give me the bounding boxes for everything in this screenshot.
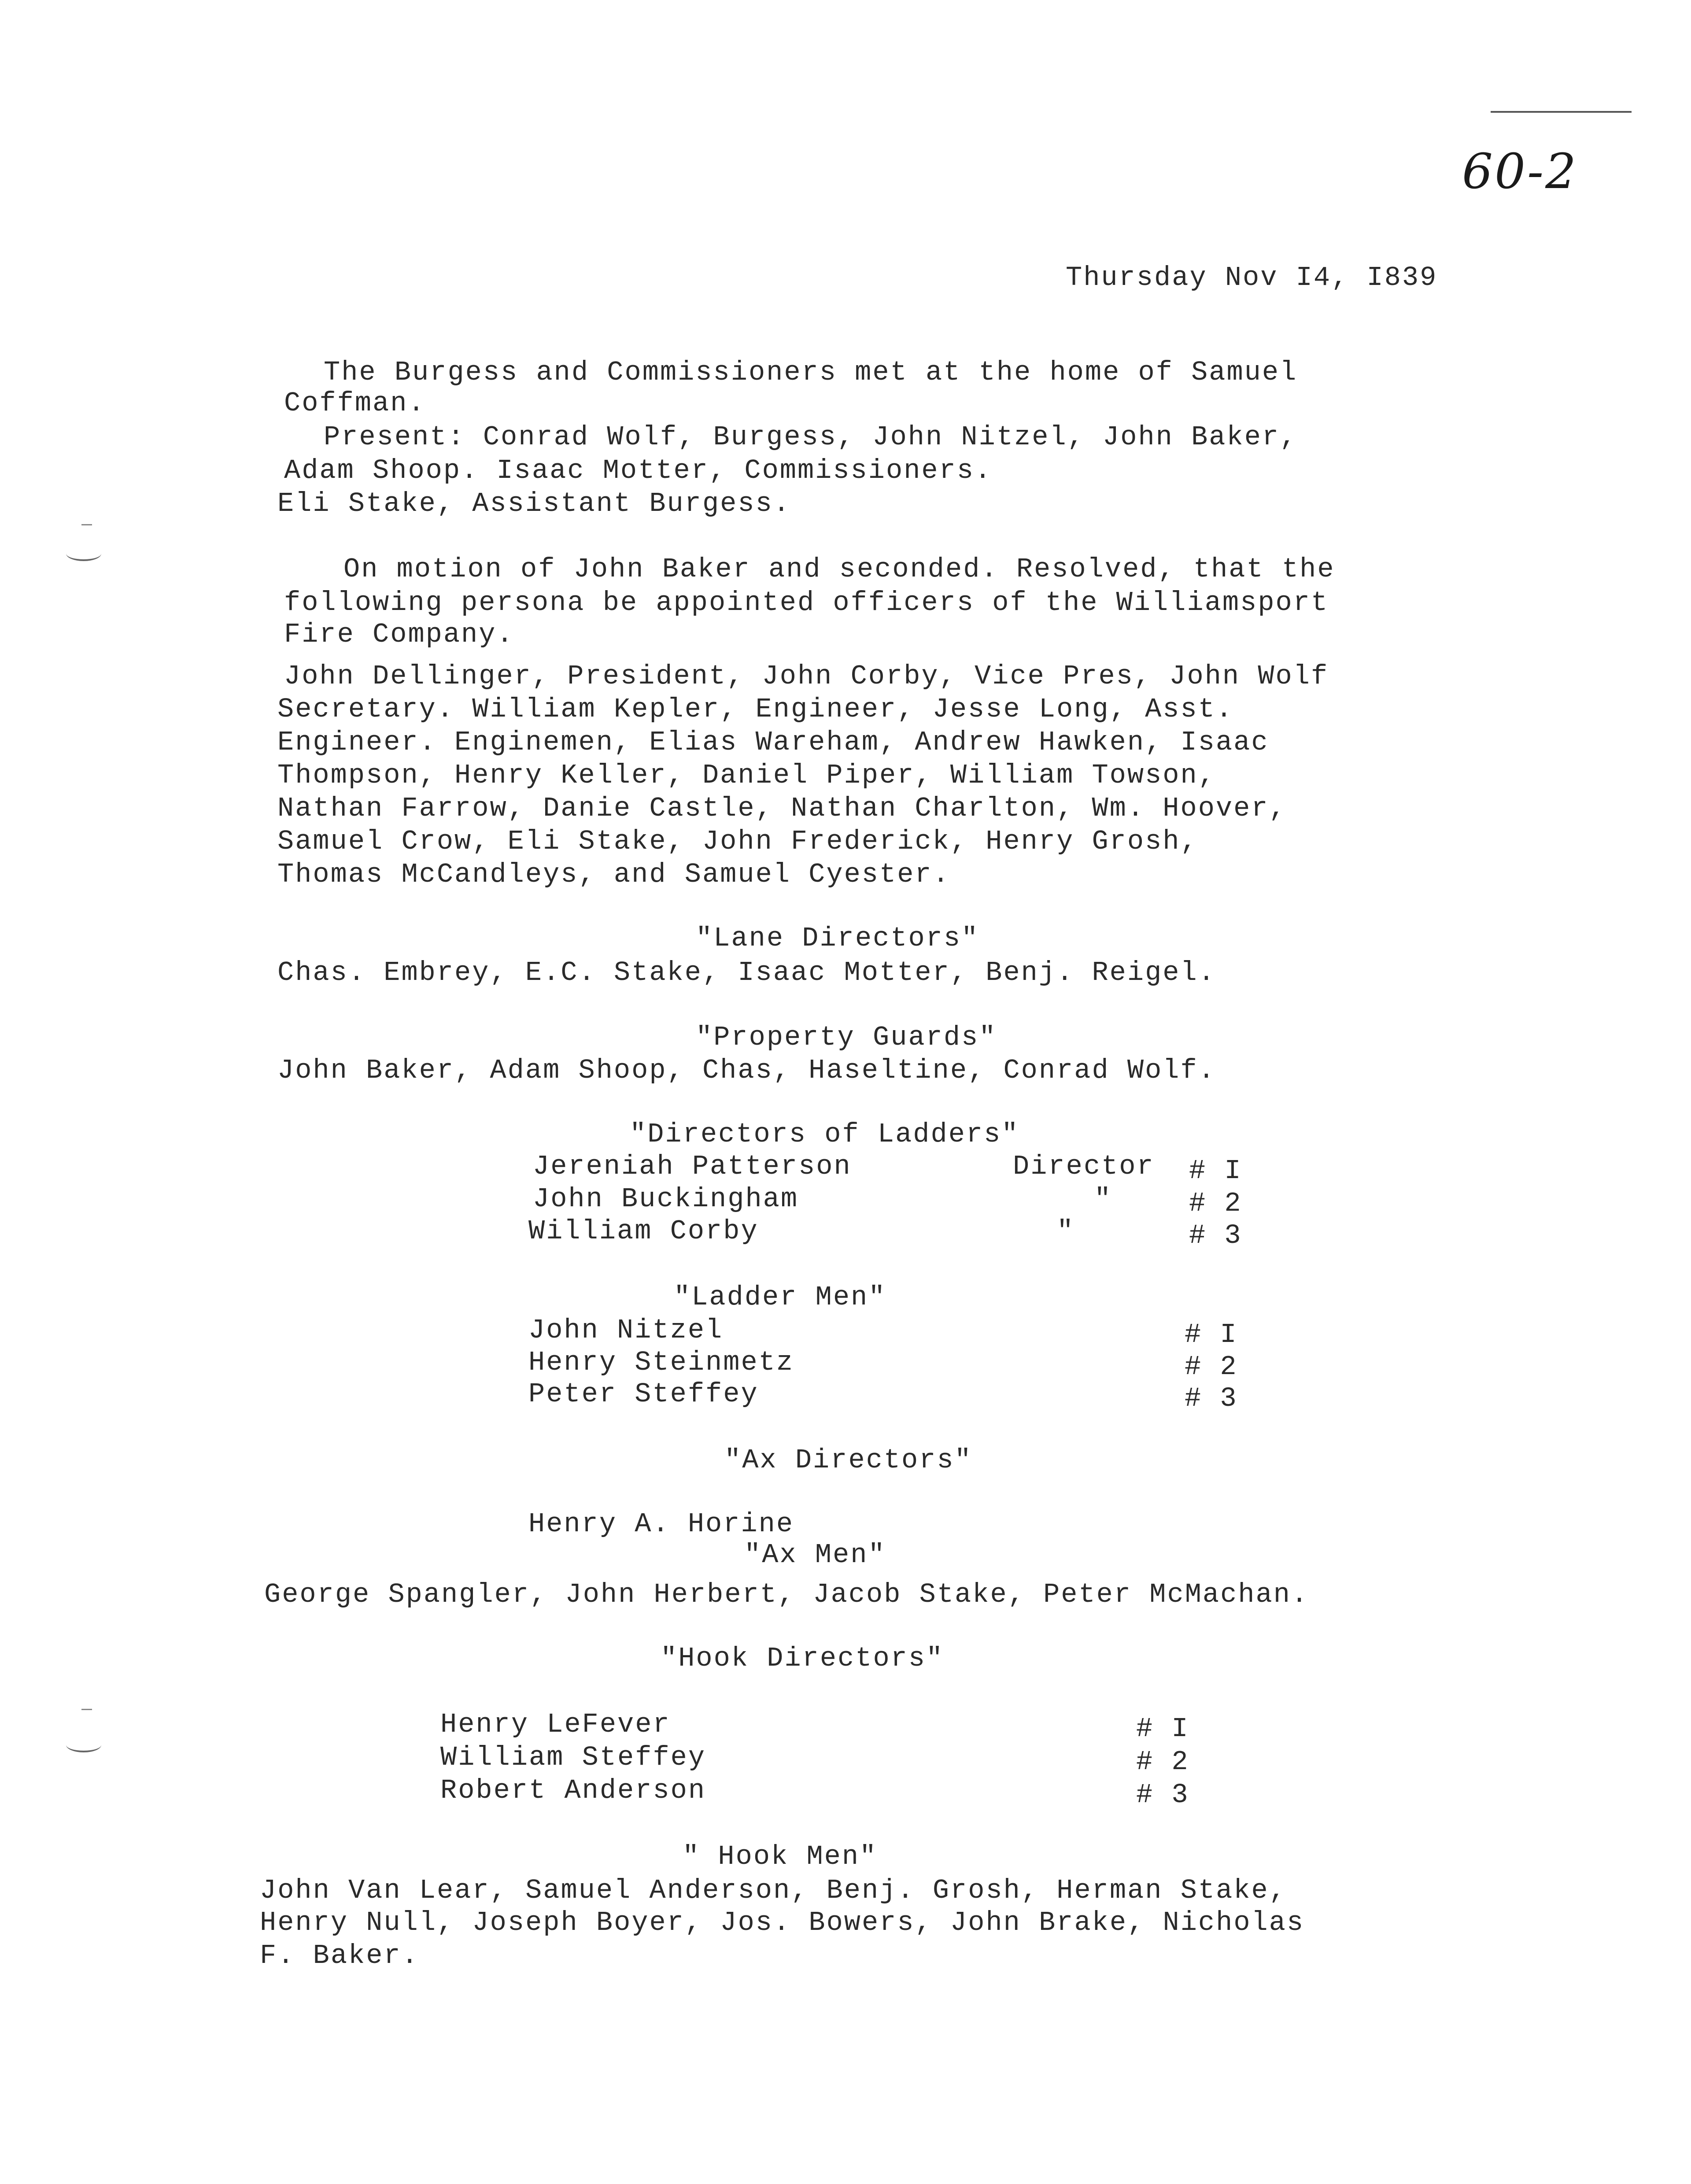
text-line: John Van Lear, Samuel Anderson, Benj. Grosh, Herman Stake, xyxy=(260,1875,1287,1906)
text-line: F. Baker. xyxy=(260,1940,419,1971)
text-line: Nathan Farrow, Danie Castle, Nathan Charlton, Wm. Hoover, xyxy=(277,793,1287,824)
list-item-name: Henry LeFever xyxy=(440,1709,671,1740)
list-item-number: # 2 xyxy=(1189,1188,1242,1219)
property-guards-heading: "Property Guards" xyxy=(696,1022,997,1053)
list-item-name: John Nitzel xyxy=(528,1315,724,1346)
ax-men-names: George Spangler, John Herbert, Jacob Stake, Peter McMachan. xyxy=(264,1579,1309,1610)
ax-directors-heading: "Ax Directors" xyxy=(724,1445,972,1476)
list-item-number: # 2 xyxy=(1136,1746,1189,1778)
text-line: Present: Conrad Wolf, Burgess, John Nitzel, John Baker, xyxy=(324,421,1298,453)
list-item-role: Director xyxy=(1013,1151,1155,1182)
scan-mark xyxy=(81,524,92,525)
list-item-name: Robert Anderson xyxy=(440,1775,706,1806)
text-line: Eli Stake, Assistant Burgess. xyxy=(277,488,791,519)
property-guards-names: John Baker, Adam Shoop, Chas, Haseltine, Conrad Wolf. xyxy=(277,1055,1216,1086)
text-line: On motion of John Baker and seconded. Resolved, that the xyxy=(343,554,1335,585)
list-item-name: Jereniah Patterson xyxy=(533,1151,852,1182)
text-line: Henry Null, Joseph Boyer, Jos. Bowers, John Brake, Nicholas xyxy=(260,1907,1305,1938)
punch-hole-mark xyxy=(66,1737,101,1752)
text-line: following persona be appointed officers of the Williamsport xyxy=(284,587,1329,618)
list-item-name: William Steffey xyxy=(440,1742,706,1773)
list-item-name: Peter Steffey xyxy=(528,1378,759,1410)
hook-directors-heading: "Hook Directors" xyxy=(661,1643,944,1674)
text-line: Secretary. William Kepler, Engineer, Jesse Long, Asst. xyxy=(277,694,1234,725)
text-line: John Dellinger, President, John Corby, Vice Pres, John Wolf xyxy=(284,661,1329,692)
lane-directors-names: Chas. Embrey, E.C. Stake, Isaac Motter, Benj. Reigel. xyxy=(277,957,1216,988)
list-item-role: " xyxy=(1057,1216,1075,1247)
list-item-role: " xyxy=(1094,1183,1112,1215)
list-item-name: Henry Steinmetz xyxy=(528,1347,794,1378)
list-item-name: William Corby xyxy=(528,1216,759,1247)
hook-men-heading: " Hook Men" xyxy=(683,1841,878,1872)
text-line: Engineer. Enginemen, Elias Wareham, Andrew Hawken, Isaac xyxy=(277,727,1269,758)
text-line: Samuel Crow, Eli Stake, John Frederick, Henry Grosh, xyxy=(277,826,1198,857)
text-line: Thomas McCandleys, and Samuel Cyester. xyxy=(277,859,950,890)
list-item-number: # I xyxy=(1185,1319,1238,1350)
text-line: Thompson, Henry Keller, Daniel Piper, William Towson, xyxy=(277,760,1216,791)
list-item-name: John Buckingham xyxy=(533,1183,799,1215)
ax-men-heading: "Ax Men" xyxy=(744,1539,886,1571)
ladder-men-heading: "Ladder Men" xyxy=(674,1282,886,1313)
list-item-number: # 3 xyxy=(1136,1779,1189,1811)
list-item-number: # I xyxy=(1136,1713,1189,1744)
scan-mark xyxy=(81,1709,92,1710)
directors-of-ladders-heading: "Directors of Ladders" xyxy=(630,1119,1019,1150)
ax-director-name: Henry A. Horine xyxy=(528,1508,794,1540)
page-number: 60-2 xyxy=(1462,143,1578,200)
list-item-number: # 2 xyxy=(1185,1351,1238,1382)
text-line: Coffman. xyxy=(284,388,426,419)
list-item-number: # 3 xyxy=(1185,1383,1238,1414)
list-item-number: # I xyxy=(1189,1155,1242,1186)
meeting-date: Thursday Nov I4, I839 xyxy=(1066,262,1438,293)
list-item-number: # 3 xyxy=(1189,1220,1242,1251)
text-line: The Burgess and Commissioners met at the home of Samuel xyxy=(324,357,1298,388)
text-line: Adam Shoop. Isaac Motter, Commissioners. xyxy=(284,455,993,486)
lane-directors-heading: "Lane Directors" xyxy=(696,923,979,954)
top-rule xyxy=(1491,111,1632,113)
punch-hole-mark xyxy=(66,546,101,561)
text-line: Fire Company. xyxy=(284,619,514,650)
